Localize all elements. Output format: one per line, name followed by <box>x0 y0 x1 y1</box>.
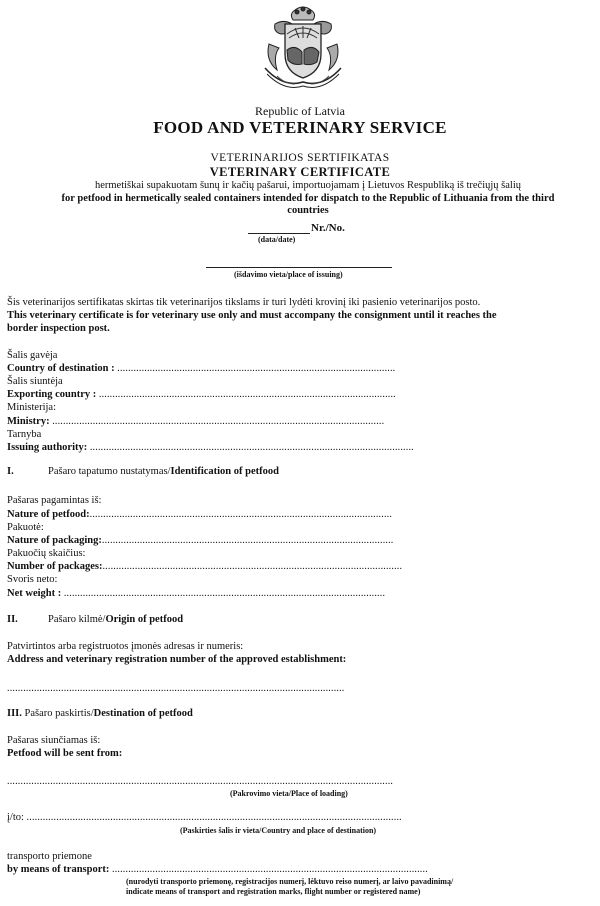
nature-field[interactable]: ................................................................................................................ <box>89 509 393 520</box>
date-caption: (data/date) <box>258 235 296 244</box>
subtitle-lt: hermetiškai supakuotam šunų ir kačių pašarui, importuojamam į Lietuvos Respubliką iš trečiųjų šalių <box>94 180 522 191</box>
address-label-en: Address and veterinary registration number of the approved establishment: <box>7 654 347 665</box>
subtitle-en-line2: countries <box>287 205 329 216</box>
weight-label-en: Net weight : <box>7 588 62 599</box>
section-3-number: III. <box>7 708 22 719</box>
intro-en-line2: border inspection post. <box>7 323 110 334</box>
address-label-lt: Patvirtintos arba registruotos įmonės adresas ir numeris: <box>7 641 244 652</box>
loading-place-caption: (Pakrovimo vieta/Place of loading) <box>230 789 348 798</box>
sent-from-label-en: Petfood will be sent from: <box>7 748 123 759</box>
packages-label-en: Number of packages: <box>7 561 103 572</box>
destination-label-lt: Šalis gavėja <box>7 350 58 361</box>
section-2-number: II. <box>7 614 18 625</box>
packages-label-lt: Pakuočių skaičius: <box>7 548 86 559</box>
subtitle-en-line1: for petfood in hermetically sealed containers intended for dispatch to the Republic of Lithuania from the third <box>61 193 555 204</box>
ministry-label-lt: Ministerija: <box>7 402 56 413</box>
section-2-heading <box>48 614 183 626</box>
nature-label-en: Nature of petfood: <box>7 509 90 520</box>
packages-row <box>7 561 402 573</box>
exporting-row <box>7 389 396 401</box>
number-label: Nr./No. <box>311 222 345 234</box>
sent-from-label-lt: Pašaras siunčiamas iš: <box>7 735 101 746</box>
ministry-field[interactable]: ........................................................................................................................... <box>52 416 385 427</box>
section-2-heading-lt: Pašaro kilmė/ <box>48 614 106 625</box>
weight-row <box>7 588 385 600</box>
packaging-row <box>7 535 394 547</box>
service-title: FOOD AND VETERINARY SERVICE <box>153 118 447 137</box>
transport-label-lt: transporto priemone <box>7 851 92 862</box>
loading-place-field[interactable]: ............................................................................................................................................... <box>7 776 394 787</box>
certificate-title-en: VETERINARY CERTIFICATE <box>209 165 391 179</box>
republic-label: Republic of Latvia <box>255 104 345 118</box>
section-1-heading-lt: Pašaro tapatumo nustatymas/ <box>48 466 171 477</box>
ministry-label-en: Ministry: <box>7 416 50 427</box>
destination-place-caption: (Paskirties šalis ir vieta/Country and place of destination) <box>180 826 377 835</box>
exporting-field[interactable]: .............................................................................................................. <box>98 389 396 400</box>
authority-row <box>7 442 414 454</box>
section-3-heading-lt: Pašaro paskirtis/ <box>24 708 94 719</box>
section-1-heading-en: Identification of petfood <box>170 466 279 477</box>
place-caption: (išdavimo vieta/place of issuing) <box>234 270 343 279</box>
weight-field[interactable]: ....................................................................................................................... <box>63 588 386 599</box>
section-3-heading-en: Destination of petfood <box>93 708 193 719</box>
transport-field[interactable]: ..................................................................................................................... <box>112 864 428 875</box>
transport-row <box>7 864 428 876</box>
exporting-label-en: Exporting country : <box>7 389 97 400</box>
section-1-heading <box>48 466 279 478</box>
to-label: į/to: <box>7 812 24 823</box>
certificate-title-lt: VETERINARIJOS SERTIFIKATAS <box>210 152 390 164</box>
authority-label-en: Issuing authority: <box>7 442 88 453</box>
destination-place-field[interactable]: ........................................................................................................................................... <box>26 812 402 823</box>
number-field-line <box>248 233 310 234</box>
packaging-label-en: Nature of packaging: <box>7 535 102 546</box>
authority-label-lt: Tarnyba <box>7 429 42 440</box>
ministry-row <box>7 416 384 428</box>
coat-of-arms-emblem <box>255 4 351 96</box>
packages-field[interactable]: ............................................................................................................... <box>102 561 403 572</box>
transport-caption-line1: (nurodyti transporto priemonę, registracijos numerį, lėktuvo reiso numerį, ar laivo pavadinimą/ <box>126 877 454 886</box>
nature-label-lt: Pašaras pagamintas iš: <box>7 495 102 506</box>
weight-label-lt: Svoris neto: <box>7 574 58 585</box>
packaging-field[interactable]: ............................................................................................................ <box>101 535 394 546</box>
nature-row <box>7 509 392 521</box>
destination-row <box>7 363 395 375</box>
destination-field[interactable]: ....................................................................................................... <box>117 363 396 374</box>
section-3-heading <box>7 708 193 720</box>
exporting-label-lt: Šalis siuntėja <box>7 376 63 387</box>
place-field-line <box>206 267 392 268</box>
transport-caption-line2: indicate means of transport and registration marks, flight number or registered name) <box>126 887 421 896</box>
destination-place-row <box>7 812 402 824</box>
section-2-heading-en: Origin of petfood <box>105 614 184 625</box>
address-field[interactable]: ............................................................................................................................. <box>7 683 345 694</box>
transport-label-en: by means of transport: <box>7 864 110 875</box>
intro-lt: Šis veterinarijos sertifikatas skirtas tik veterinarijos tikslams ir turi lydėti krovinį iki pasienio veterinarijos posto. <box>7 297 481 308</box>
intro-en-line1: This veterinary certificate is for veterinary use only and must accompany the consignment until it reaches the <box>7 310 497 321</box>
packaging-label-lt: Pakuotė: <box>7 522 44 533</box>
authority-field[interactable]: ........................................................................................................................ <box>89 442 414 453</box>
section-1-number: I. <box>7 466 14 477</box>
destination-label-en: Country of destination : <box>7 363 115 374</box>
